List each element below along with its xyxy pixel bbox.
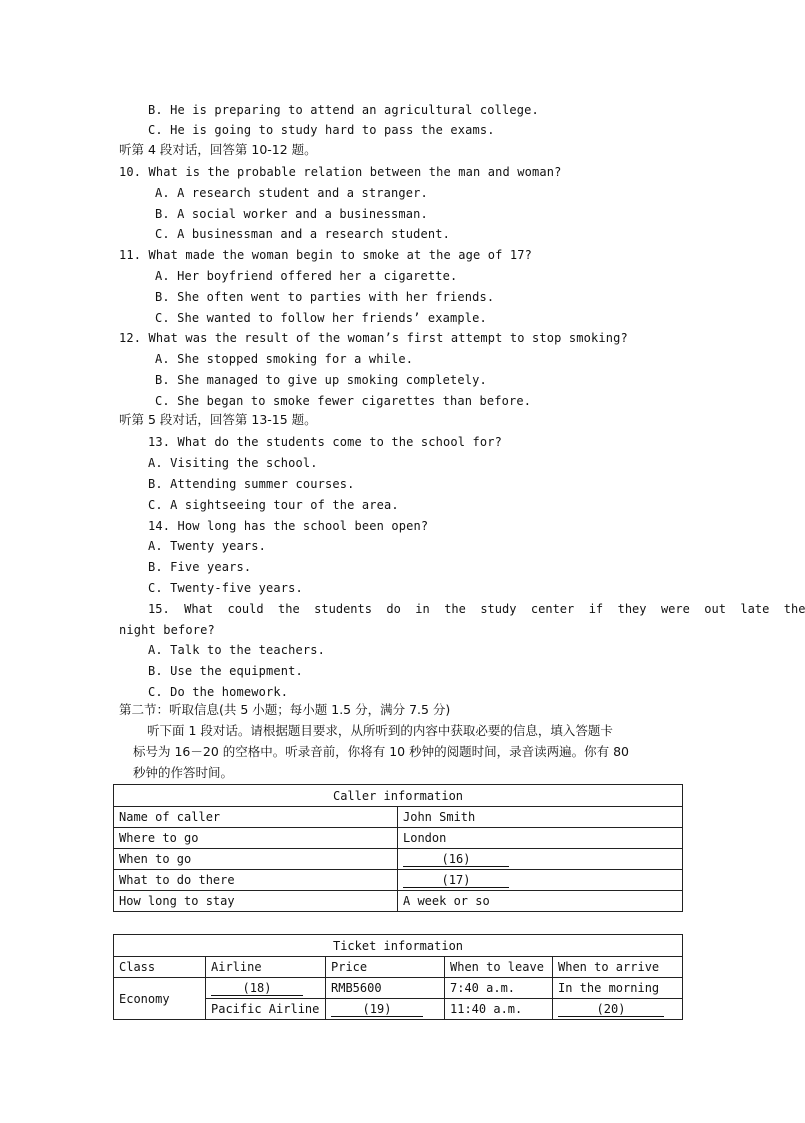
section-two-heading: 第二节：听取信息(共 5 小题；每小题 1.5 分，满分 7.5 分) [119,702,451,717]
caller-label-when: When to go [114,849,398,870]
ticket-airline-1[interactable] [206,978,326,999]
ticket-info-table [113,934,683,1020]
ticket-class-economy: Economy [114,978,206,1020]
q13-option-a: A. Visiting the school. [148,456,318,470]
table-row [114,828,683,849]
section-two-instructions-1: 听下面 1 段对话。请根据题目要求，从所听到的内容中获取必要的信息，填入答题卡 [147,723,613,738]
section-instruction-4: 听第 4 段对话，回答第 10-12 题。 [119,142,317,157]
caller-value-when[interactable] [398,849,683,870]
question-10: 10. What is the probable relation between the man and woman? [119,165,562,179]
table-row [114,807,683,828]
question-11: 11. What made the woman begin to smoke at the age of 17? [119,248,532,262]
table-row [114,849,683,870]
q12-option-b: B. She managed to give up smoking completely. [155,373,487,387]
q12-option-c: C. She began to smoke fewer cigarettes than before. [155,394,532,408]
section-two-instructions-2: 标号为 16－20 的空格中。听录音前，你将有 10 秒钟的阅题时间，录音读两遍。你有 80 [133,744,629,759]
ticket-table-title: Ticket information [114,935,683,957]
q11-option-a: A. Her boyfriend offered her a cigarette. [155,269,458,283]
ticket-price-2[interactable] [326,999,445,1020]
blank-19[interactable]: (19) [331,1002,423,1017]
caller-table-title: Caller information [114,785,683,807]
caller-label-where: Where to go [114,828,398,849]
q12-option-a: A. She stopped smoking for a while. [155,352,414,366]
ticket-arrive-2[interactable] [553,999,683,1020]
table-row [114,957,683,978]
q15-option-a: A. Talk to the teachers. [148,643,325,657]
question-14: 14. How long has the school been open? [148,519,429,533]
q13-option-c: C. A sightseeing tour of the area. [148,498,399,512]
q14-option-a: A. Twenty years. [148,539,266,553]
q14-option-c: C. Twenty-five years. [148,581,303,595]
ticket-price-1: RMB5600 [326,978,445,999]
q11-option-c: C. She wanted to follow her friends’ example. [155,311,487,325]
ticket-arrive-1: In the morning [553,978,683,999]
q11-option-b: B. She often went to parties with her friends. [155,290,495,304]
ticket-leave-2: 11:40 a.m. [445,999,553,1020]
question-15: 15. What could the students do in the study center if they were out late the [148,602,805,616]
blank-20[interactable]: (20) [558,1002,664,1017]
caller-value-what[interactable] [398,870,683,891]
q14-option-b: B. Five years. [148,560,252,574]
blank-17[interactable]: (17) [403,873,509,888]
caller-value-name: John Smith [398,807,683,828]
section-two-instructions-3: 秒钟的作答时间。 [133,765,234,780]
caller-value-where: London [398,828,683,849]
table-row [114,891,683,912]
table-row [114,978,683,999]
ticket-leave-1: 7:40 a.m. [445,978,553,999]
ticket-header-leave: When to leave [445,957,553,978]
ticket-header-class: Class [114,957,206,978]
blank-18[interactable]: (18) [211,981,303,996]
ticket-header-price: Price [326,957,445,978]
q10-option-b: B. A social worker and a businessman. [155,207,428,221]
caller-label-name: Name of caller [114,807,398,828]
blank-16[interactable]: (16) [403,852,509,867]
q15-option-c: C. Do the homework. [148,685,289,699]
caller-value-stay: A week or so [398,891,683,912]
q13-option-b: B. Attending summer courses. [148,477,355,491]
ticket-airline-2: Pacific Airline [206,999,326,1020]
caller-label-what: What to do there [114,870,398,891]
q10-option-c: C. A businessman and a research student. [155,227,450,241]
question-13: 13. What do the students come to the school for? [148,435,502,449]
q9-option-b: B. He is preparing to attend an agricultural college. [148,103,539,117]
q10-option-a: A. A research student and a stranger. [155,186,428,200]
question-12: 12. What was the result of the woman’s first attempt to stop smoking? [119,331,628,345]
table-row [114,870,683,891]
caller-info-table [113,784,683,912]
section-instruction-5: 听第 5 段对话，回答第 13-15 题。 [119,412,317,427]
question-15-continued: night before? [119,623,215,637]
ticket-header-arrive: When to arrive [553,957,683,978]
caller-label-stay: How long to stay [114,891,398,912]
ticket-header-airline: Airline [206,957,326,978]
q9-option-c: C. He is going to study hard to pass the exams. [148,123,495,137]
q15-option-b: B. Use the equipment. [148,664,303,678]
